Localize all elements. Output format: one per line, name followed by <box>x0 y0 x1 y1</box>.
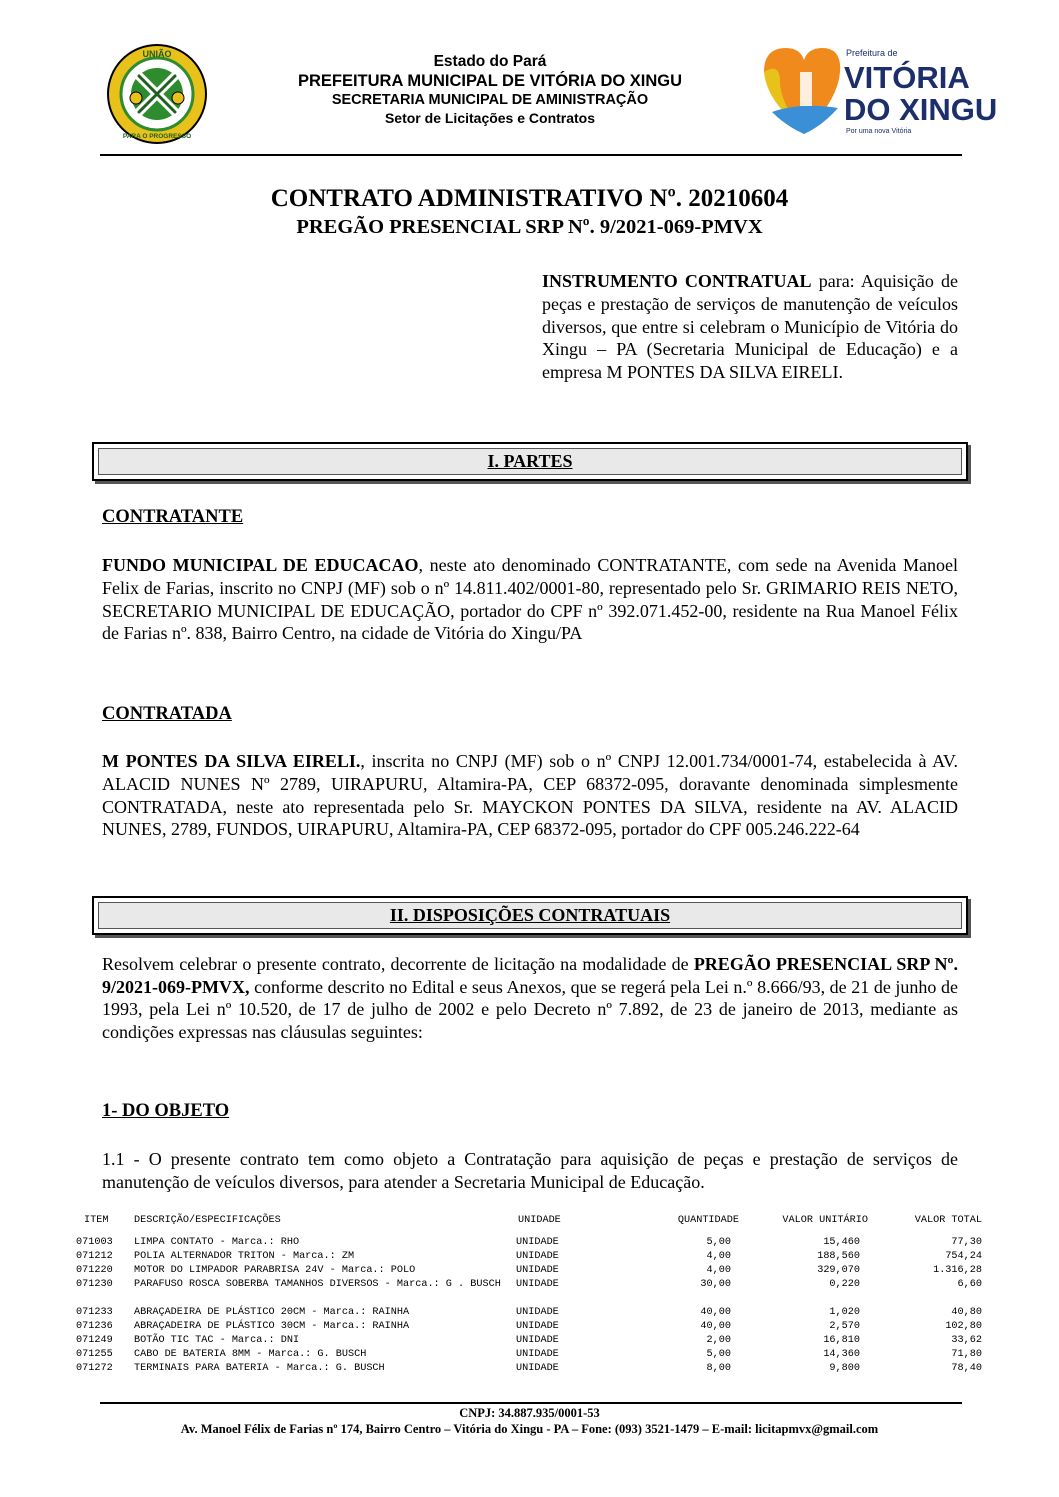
cell-unid: UNIDADE <box>516 1363 559 1374</box>
section-title-partes: I. PARTES <box>98 448 962 475</box>
col-header-vu: VALOR UNITÁRIO <box>782 1215 868 1226</box>
cell-desc: TERMINAIS PARA BATERIA - Marca.: G. BUSCH <box>134 1363 385 1374</box>
cell-vu: 1,020 <box>829 1307 860 1318</box>
cell-unid: UNIDADE <box>516 1265 559 1276</box>
logo-small-text: Prefeitura de <box>846 48 898 58</box>
instrument-lead: INSTRUMENTO CONTRATUAL <box>542 271 812 291</box>
col-header-desc: DESCRIÇÃO/ESPECIFICAÇÕES <box>134 1215 281 1226</box>
prefecture-name: PREFEITURA MUNICIPAL DE VITÓRIA DO XINGU <box>297 72 683 90</box>
cell-unid: UNIDADE <box>516 1279 559 1290</box>
seal-text-bottom: PARA O PROGRESSO <box>122 133 192 140</box>
col-header-item: ITEM <box>84 1215 109 1226</box>
cell-desc: POLIA ALTERNADOR TRITON - Marca.: ZM <box>134 1251 355 1262</box>
contratada-name: M PONTES DA SILVA EIRELI. <box>102 751 361 771</box>
footer-divider <box>100 1402 962 1404</box>
cell-vu: 2,570 <box>829 1321 860 1332</box>
cell-desc: CABO DE BATERIA 8MM - Marca.: G. BUSCH <box>134 1349 367 1360</box>
col-header-unid: UNIDADE <box>518 1215 561 1226</box>
cell-item: 071236 <box>76 1321 113 1332</box>
contratante-heading: CONTRATANTE <box>102 507 244 527</box>
logo-line2: DO XINGU <box>844 92 998 127</box>
cell-item: 071255 <box>76 1349 113 1360</box>
pregao-subtitle: PREGÃO PRESENCIAL SRP Nº. 9/2021-069-PMVX <box>296 216 763 238</box>
contratada-heading: CONTRATADA <box>102 704 232 724</box>
disposicoes-intro <box>102 953 958 1043</box>
contratada-paragraph <box>102 750 958 841</box>
secretariat-name: SECRETARIA MUNICIPAL DE AMINISTRAÇÃO <box>331 92 649 108</box>
cell-qtd: 8,00 <box>706 1363 731 1374</box>
col-header-vt: VALOR TOTAL <box>914 1215 982 1226</box>
table-row <box>76 1320 986 1334</box>
cell-vu: 0,220 <box>829 1279 860 1290</box>
cell-vt: 77,30 <box>951 1237 982 1248</box>
cell-item: 071212 <box>76 1251 113 1262</box>
cell-item: 071249 <box>76 1335 113 1346</box>
cell-qtd: 4,00 <box>706 1265 731 1276</box>
footer-cnpj: CNPJ: 34.887.935/0001-53 <box>459 1406 600 1420</box>
cell-vt: 6,60 <box>957 1279 982 1290</box>
col-header-qtd: QUANTIDADE <box>677 1215 739 1226</box>
cell-unid: UNIDADE <box>516 1251 559 1262</box>
cell-qtd: 2,00 <box>706 1335 731 1346</box>
seal-text-top: UNIÃO <box>142 49 172 59</box>
cell-desc: ABRAÇADEIRA DE PLÁSTICO 30CM - Marca.: RAINHA <box>134 1321 410 1332</box>
letterhead-text <box>220 52 760 127</box>
table-row <box>76 1278 986 1306</box>
cell-vt: 33,62 <box>951 1335 982 1346</box>
intro-bold: PREGÃO PRESENCIAL SRP Nº. 9/2021-069-PMVX, <box>102 954 958 997</box>
footer-address: Av. Manoel Félix de Farias nº 174, Bairro Centro – Vitória do Xingu - PA – Fone: (093) 3521-1479 – E-mail: licitapmvx@gmail.com <box>180 1422 879 1436</box>
table-row <box>76 1250 986 1264</box>
section-bar-partes <box>92 442 968 481</box>
table-row <box>76 1236 986 1250</box>
cell-vt: 1.316,28 <box>933 1265 982 1276</box>
table-body <box>76 1236 986 1376</box>
cell-vt: 40,80 <box>951 1307 982 1318</box>
cell-item: 071233 <box>76 1307 113 1318</box>
items-table <box>76 1214 986 1376</box>
intro-text-a: Resolvem celebrar o presente contrato, decorrente de licitação na modalidade de <box>102 954 694 974</box>
cell-item: 071230 <box>76 1279 113 1290</box>
logo-line1: VITÓRIA <box>844 60 970 95</box>
contract-title: CONTRATO ADMINISTRATIVO Nº. 20210604 <box>270 185 789 212</box>
table-row <box>76 1264 986 1278</box>
cell-qtd: 30,00 <box>700 1279 731 1290</box>
table-row <box>76 1334 986 1348</box>
cell-unid: UNIDADE <box>516 1237 559 1248</box>
table-row <box>76 1362 986 1376</box>
cell-vu: 14,360 <box>823 1349 860 1360</box>
cell-vu: 188,560 <box>817 1251 860 1262</box>
table-row <box>76 1306 986 1320</box>
cell-desc: BOTÃO TIC TAC - Marca.: DNI <box>134 1335 300 1346</box>
cell-qtd: 5,00 <box>706 1237 731 1248</box>
objeto-paragraph: 1.1 - O presente contrato tem como objeto a Contratação para aquisição de peças e prestação de serviços de manutenção de veículos diversos, para atender a Secretaria Municipal de Educação. <box>102 1149 958 1192</box>
section-bar-disposicoes <box>92 896 968 935</box>
objeto-heading: 1- DO OBJETO <box>102 1101 230 1121</box>
cell-vt: 102,80 <box>945 1321 982 1332</box>
contratante-name: FUNDO MUNICIPAL DE EDUCACAO <box>102 555 419 575</box>
cell-unid: UNIDADE <box>516 1307 559 1318</box>
instrument-summary <box>542 270 958 384</box>
cell-item: 071220 <box>76 1265 113 1276</box>
cell-vu: 329,070 <box>817 1265 860 1276</box>
cell-vt: 71,80 <box>951 1349 982 1360</box>
cell-qtd: 4,00 <box>706 1251 731 1262</box>
cell-vu: 9,800 <box>829 1363 860 1374</box>
cell-vu: 15,460 <box>823 1237 860 1248</box>
state-name: Estado do Pará <box>433 53 547 70</box>
cell-qtd: 40,00 <box>700 1307 731 1318</box>
instrument-text: para: Aquisição de peças e prestação de serviços de manutenção de veículos diversos, que entre si celebram o Município de Vitória do Xingu – PA (Secretaria Municipal de Educação) e a empresa M PONTES DA SILVA EIRELI. <box>542 271 958 383</box>
letterhead <box>100 38 998 155</box>
cell-desc: MOTOR DO LIMPADOR PARABRISA 24V - Marca.: POLO <box>134 1265 416 1276</box>
table-row <box>76 1348 986 1362</box>
section-title-disposicoes: II. DISPOSIÇÕES CONTRATUAIS <box>98 902 962 929</box>
intro-text-b: conforme descrito no Edital e seus Anexos, que se regerá pela Lei n.º 8.666/93, de 21 de junho de 1993, pela Lei nº 10.520, de 17 de julho de 2002 e pelo Decreto nº 7.892, de 23 de janeiro de 2013, mediante as condições expressas nas cláusulas seguintes: <box>102 976 958 1042</box>
cell-qtd: 40,00 <box>700 1321 731 1332</box>
sector-name: Setor de Licitações e Contratos <box>384 110 596 126</box>
header-divider <box>100 154 962 156</box>
cell-vt: 754,24 <box>945 1251 982 1262</box>
contratante-text: , neste ato denominado CONTRATANTE, com sede na Avenida Manoel Felix de Farias, inscrito no CNPJ (MF) sob o nº 14.811.402/0001-80, representado pelo Sr. GRIMARIO REIS NETO, SECRETARIO MUNICIPAL DE EDUCAÇÃO, portador do CPF nº 392.071.452-00, residente na Rua Manoel Félix de Farias nº. 838, Bairro Centro, na cidade de Vitória do Xingu/PA <box>102 555 959 644</box>
cell-unid: UNIDADE <box>516 1321 559 1332</box>
cell-item: 071003 <box>76 1237 113 1248</box>
municipal-seal-logo <box>106 42 208 146</box>
cell-desc: ABRAÇADEIRA DE PLÁSTICO 20CM - Marca.: RAINHA <box>134 1307 410 1318</box>
contratante-paragraph <box>102 554 958 645</box>
table-header-row <box>76 1214 986 1236</box>
cell-item: 071272 <box>76 1363 113 1374</box>
cell-desc: PARAFUSO ROSCA SOBERBA TAMANHOS DIVERSOS - Marca.: G . BUSCH <box>134 1279 501 1290</box>
cell-qtd: 5,00 <box>706 1349 731 1360</box>
cell-vu: 16,810 <box>823 1335 860 1346</box>
cell-unid: UNIDADE <box>516 1349 559 1360</box>
logo-slogan: Por uma nova Vitória <box>846 128 912 135</box>
contratada-text: , inscrita no CNPJ (MF) sob o nº CNPJ 12.001.734/0001-74, estabelecida à AV. ALACID NUNES Nº 2789, UIRAPURU, Altamira-PA, CEP 68372-095, doravante denominada simplesmente CONTRATADA, neste ato representada pelo Sr. MAYCKON PONTES DA SILVA, residente na AV. ALACID NUNES, 2789, FUNDOS, UIRAPURU, Altamira-PA, CEP 68372-095, portador do CPF 005.246.222-64 <box>102 751 958 840</box>
vitoria-do-xingu-logo <box>760 42 998 138</box>
cell-vt: 78,40 <box>951 1363 982 1374</box>
cell-unid: UNIDADE <box>516 1335 559 1346</box>
cell-desc: LIMPA CONTATO - Marca.: RHO <box>134 1237 300 1248</box>
